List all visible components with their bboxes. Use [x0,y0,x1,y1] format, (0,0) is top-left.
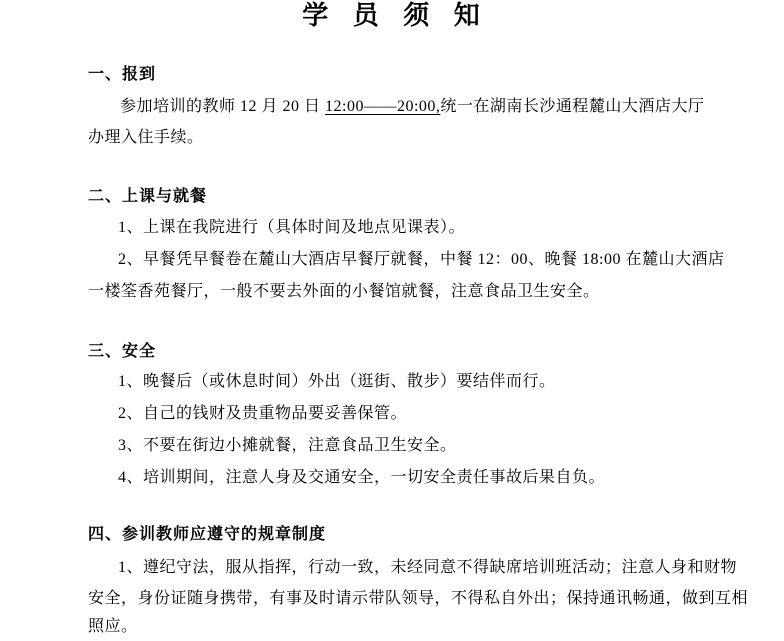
section-4-item-1-line-1: 1、遵纪守法，服从指挥，行动一致，未经同意不得缺席培训班活动；注意人身和财物 [118,559,738,576]
checkin-text-before-time: 参加培训的教师 12 月 20 日 [120,98,326,115]
checkin-time-range-underlined: 12:00——20:00, [325,98,441,115]
section-4-item-1-line-3: 照应。 [88,618,138,635]
section-3-item-3: 3、不要在街边小摊就餐，注意食品卫生安全。 [118,437,457,454]
section-1-paragraph-line-1 [120,97,704,117]
section-4-item-1-line-2: 安全，身份证随身携带，有事及时请示带队领导，不得私自外出；保持通讯畅通，做到互相 [88,590,749,607]
section-3-item-2: 2、自己的钱财及贵重物品要妥善保管。 [118,405,408,422]
section-4-heading: 四、参训教师应遵守的规章制度 [88,526,327,543]
page-title: 学 员 须 知 [302,1,482,30]
section-3-item-1: 1、晚餐后（或休息时间）外出（逛街、散步）要结伴而行。 [118,373,556,390]
section-1-paragraph-line-2: 办理入住手续。 [88,129,204,146]
section-2-item-2-line-1: 2、早餐凭早餐卷在麓山大酒店早餐厅就餐，中餐 12：00、晚餐 18:00 在麓山大酒店 [118,251,725,268]
section-2-item-2-line-2: 一楼筌香苑餐厅，一般不要去外面的小餐馆就餐，注意食品卫生安全。 [88,283,600,300]
section-2-heading: 二、上课与就餐 [88,188,208,205]
checkin-text-after-time: 统一在湖南长沙通程麓山大酒店大厅 [440,98,705,115]
section-2-item-1: 1、上课在我院进行（具体时间及地点见课表）。 [118,219,466,236]
section-1-heading: 一、报到 [88,66,157,83]
section-3-heading: 三、安全 [88,343,157,360]
section-3-item-4: 4、培训期间，注意人身及交通安全，一切安全责任事故后果自负。 [118,469,606,486]
